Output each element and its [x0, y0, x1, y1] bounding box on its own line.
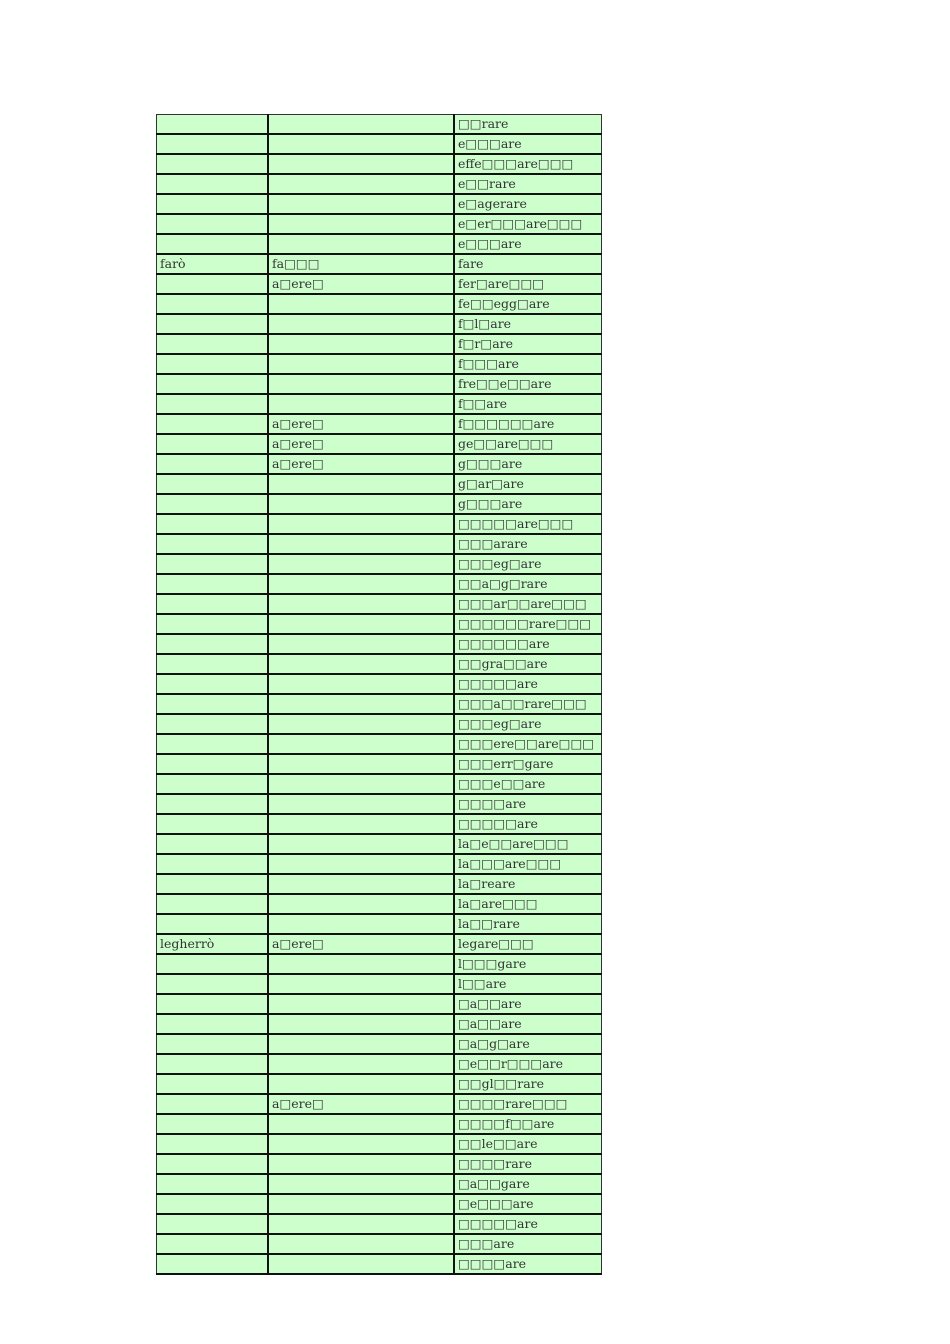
table-cell-col1[interactable]	[157, 914, 269, 934]
table-cell-col3[interactable]: e□□□are	[454, 234, 602, 254]
table-cell-col3[interactable]: l□□are	[454, 974, 602, 994]
table-cell-col1[interactable]	[157, 294, 269, 314]
table-cell-col1[interactable]	[157, 954, 269, 974]
table-cell-col3[interactable]: la□□rare	[454, 914, 602, 934]
table-row	[157, 354, 602, 374]
table-cell-col3[interactable]: □a□□are	[454, 1014, 602, 1034]
table-cell-col3[interactable]: f□□□are	[454, 354, 602, 374]
table-cell-col3[interactable]: l□□□gare	[454, 954, 602, 974]
table-cell-col2[interactable]	[268, 1194, 454, 1214]
table-row	[157, 914, 602, 934]
table-row	[157, 454, 602, 474]
table-cell-col1[interactable]	[157, 334, 269, 354]
table-cell-col2[interactable]: a□ere□	[268, 454, 454, 474]
table-cell-col1[interactable]	[157, 974, 269, 994]
table-row	[157, 894, 602, 914]
table-row	[157, 374, 602, 394]
table-cell-col3[interactable]: fare	[454, 254, 602, 274]
table-cell-col2[interactable]	[268, 814, 454, 834]
table-cell-col2[interactable]	[268, 494, 454, 514]
table-cell-col1[interactable]	[157, 1054, 269, 1074]
table-cell-col3[interactable]: la□reare	[454, 874, 602, 894]
table-row	[157, 1034, 602, 1054]
table-cell-col3[interactable]: □□□□f□□are	[454, 1114, 602, 1134]
table-row	[157, 534, 602, 554]
table-cell-col2[interactable]	[268, 634, 454, 654]
table-cell-col3[interactable]: □□□□□□are	[454, 634, 602, 654]
table-cell-col2[interactable]	[268, 1114, 454, 1134]
table-row	[157, 934, 602, 954]
table-cell-col3[interactable]: □□□err□gare	[454, 754, 602, 774]
table-cell-col1[interactable]	[157, 814, 269, 834]
table-cell-col1[interactable]	[157, 594, 269, 614]
table-row	[157, 514, 602, 534]
table-cell-col3[interactable]: g□ar□are	[454, 474, 602, 494]
table-cell-col3[interactable]: □□□□□are	[454, 814, 602, 834]
table-cell-col3[interactable]: □□□eg□are	[454, 554, 602, 574]
table-cell-col1[interactable]	[157, 734, 269, 754]
table-cell-col3[interactable]: □□□□□are	[454, 674, 602, 694]
table-cell-col2[interactable]	[268, 1054, 454, 1074]
table-cell-col3[interactable]: f□l□are	[454, 314, 602, 334]
table-row	[157, 674, 602, 694]
table-cell-col3[interactable]: □□□□are	[454, 1254, 602, 1274]
table-cell-col1[interactable]	[157, 134, 269, 154]
table-cell-col2[interactable]	[268, 115, 454, 135]
table-row	[157, 1174, 602, 1194]
table-row	[157, 1094, 602, 1114]
table-cell-col3[interactable]: □□le□□are	[454, 1134, 602, 1154]
table-row	[157, 574, 602, 594]
table-cell-col1[interactable]	[157, 354, 269, 374]
table-cell-col3[interactable]: la□are□□□	[454, 894, 602, 914]
table-cell-col1[interactable]	[157, 794, 269, 814]
table-cell-col1[interactable]	[157, 1234, 269, 1254]
table-row	[157, 1194, 602, 1214]
table-cell-col1[interactable]	[157, 1134, 269, 1154]
table-cell-col1[interactable]	[157, 374, 269, 394]
table-row	[157, 774, 602, 794]
table-cell-col3[interactable]: g□□□are	[454, 454, 602, 474]
table-cell-col2[interactable]	[268, 574, 454, 594]
table-row	[157, 254, 602, 274]
table-cell-col3[interactable]: e□agerare	[454, 194, 602, 214]
table-cell-col2[interactable]	[268, 754, 454, 774]
table-cell-col1[interactable]	[157, 514, 269, 534]
table-row	[157, 115, 602, 135]
table-cell-col1[interactable]	[157, 1254, 269, 1274]
table-cell-col2[interactable]: a□ere□	[268, 1094, 454, 1114]
table-row	[157, 1154, 602, 1174]
table-cell-col2[interactable]	[268, 974, 454, 994]
table-cell-col1[interactable]	[157, 534, 269, 554]
table-cell-col2[interactable]	[268, 914, 454, 934]
table-cell-col1[interactable]	[157, 274, 269, 294]
table-cell-col1[interactable]	[157, 854, 269, 874]
table-cell-col3[interactable]: □□a□g□rare	[454, 574, 602, 594]
table-cell-col3[interactable]: □□□eg□are	[454, 714, 602, 734]
table-row	[157, 414, 602, 434]
table-cell-col2[interactable]	[268, 174, 454, 194]
table-row	[157, 194, 602, 214]
table-cell-col3[interactable]: fer□are□□□	[454, 274, 602, 294]
spreadsheet-body	[157, 115, 602, 1275]
table-cell-col2[interactable]: a□ere□	[268, 414, 454, 434]
table-row	[157, 954, 602, 974]
table-cell-col2[interactable]	[268, 234, 454, 254]
table-cell-col3[interactable]: □□□□□are	[454, 1214, 602, 1234]
table-cell-col3[interactable]: □□rare	[454, 115, 602, 135]
table-cell-col2[interactable]	[268, 214, 454, 234]
table-row	[157, 994, 602, 1014]
table-row	[157, 854, 602, 874]
table-cell-col1[interactable]	[157, 1074, 269, 1094]
table-cell-col2[interactable]	[268, 374, 454, 394]
table-row	[157, 694, 602, 714]
table-cell-col2[interactable]	[268, 1034, 454, 1054]
table-row	[157, 1214, 602, 1234]
table-cell-col2[interactable]	[268, 1214, 454, 1234]
table-cell-col3[interactable]: legare□□□	[454, 934, 602, 954]
table-cell-col2[interactable]	[268, 774, 454, 794]
table-cell-col1[interactable]	[157, 574, 269, 594]
table-cell-col3[interactable]: e□□□are	[454, 134, 602, 154]
table-cell-col3[interactable]: □□□e□□are	[454, 774, 602, 794]
table-cell-col2[interactable]	[268, 614, 454, 634]
table-cell-col1[interactable]	[157, 1154, 269, 1174]
table-row	[157, 474, 602, 494]
table-cell-col3[interactable]: fre□□e□□are	[454, 374, 602, 394]
table-row	[157, 614, 602, 634]
table-cell-col2[interactable]	[268, 474, 454, 494]
table-cell-col1[interactable]	[157, 754, 269, 774]
table-row	[157, 834, 602, 854]
table-cell-col2[interactable]	[268, 314, 454, 334]
table-cell-col2[interactable]: fa□□□	[268, 254, 454, 274]
table-cell-col1[interactable]	[157, 214, 269, 234]
table-cell-col1[interactable]: farò	[157, 254, 269, 274]
table-cell-col1[interactable]	[157, 994, 269, 1014]
table-row	[157, 734, 602, 754]
table-cell-col1[interactable]	[157, 654, 269, 674]
table-cell-col1[interactable]	[157, 115, 269, 135]
table-cell-col1[interactable]	[157, 474, 269, 494]
table-cell-col3[interactable]: □□□□□□rare□□□	[454, 614, 602, 634]
table-cell-col1[interactable]	[157, 414, 269, 434]
table-cell-col2[interactable]	[268, 1234, 454, 1254]
table-cell-col3[interactable]: □a□□gare	[454, 1174, 602, 1194]
table-row	[157, 494, 602, 514]
table-cell-col1[interactable]	[157, 674, 269, 694]
table-cell-col1[interactable]	[157, 494, 269, 514]
table-cell-col2[interactable]	[268, 1014, 454, 1034]
table-row	[157, 314, 602, 334]
table-cell-col1[interactable]	[157, 694, 269, 714]
table-row	[157, 134, 602, 154]
table-row	[157, 754, 602, 774]
table-cell-col3[interactable]: □□□are	[454, 1234, 602, 1254]
table-cell-col3[interactable]: e□er□□□are□□□	[454, 214, 602, 234]
table-cell-col1[interactable]	[157, 1094, 269, 1114]
table-cell-col1[interactable]	[157, 894, 269, 914]
table-cell-col3[interactable]: □□□□are	[454, 794, 602, 814]
table-cell-col2[interactable]	[268, 354, 454, 374]
table-cell-col3[interactable]: la□□□are□□□	[454, 854, 602, 874]
table-row	[157, 274, 602, 294]
table-cell-col3[interactable]: □e□□□are	[454, 1194, 602, 1214]
table-cell-col2[interactable]	[268, 1154, 454, 1174]
table-row	[157, 714, 602, 734]
table-cell-col1[interactable]	[157, 554, 269, 574]
table-row	[157, 1054, 602, 1074]
table-cell-col1[interactable]	[157, 234, 269, 254]
table-row	[157, 1134, 602, 1154]
table-cell-col3[interactable]: ge□□are□□□	[454, 434, 602, 454]
table-cell-col3[interactable]: f□□are	[454, 394, 602, 414]
table-cell-col3[interactable]: effe□□□are□□□	[454, 154, 602, 174]
table-cell-col1[interactable]	[157, 454, 269, 474]
table-row	[157, 974, 602, 994]
table-cell-col3[interactable]: □□□ar□□are□□□	[454, 594, 602, 614]
table-cell-col2[interactable]	[268, 394, 454, 414]
table-row	[157, 434, 602, 454]
table-cell-col1[interactable]	[157, 774, 269, 794]
table-cell-col2[interactable]	[268, 994, 454, 1014]
table-row	[157, 654, 602, 674]
table-cell-col1[interactable]	[157, 834, 269, 854]
table-cell-col2[interactable]	[268, 854, 454, 874]
table-cell-col3[interactable]: □e□□r□□□are	[454, 1054, 602, 1074]
table-cell-col3[interactable]: la□e□□are□□□	[454, 834, 602, 854]
table-cell-col2[interactable]	[268, 294, 454, 314]
table-cell-col3[interactable]: □□□□rare	[454, 1154, 602, 1174]
table-cell-col3[interactable]: g□□□are	[454, 494, 602, 514]
table-cell-col2[interactable]	[268, 874, 454, 894]
table-cell-col1[interactable]	[157, 1194, 269, 1214]
table-cell-col2[interactable]	[268, 734, 454, 754]
table-cell-col2[interactable]: a□ere□	[268, 274, 454, 294]
table-row	[157, 334, 602, 354]
table-cell-col2[interactable]	[268, 834, 454, 854]
table-row	[157, 1074, 602, 1094]
table-cell-col1[interactable]	[157, 1034, 269, 1054]
table-cell-col3[interactable]: □□□□□are□□□	[454, 514, 602, 534]
table-row	[157, 794, 602, 814]
table-cell-col3[interactable]: □□gra□□are	[454, 654, 602, 674]
table-cell-col3[interactable]: e□□rare	[454, 174, 602, 194]
table-cell-col2[interactable]: a□ere□	[268, 434, 454, 454]
table-row	[157, 594, 602, 614]
table-cell-col2[interactable]	[268, 554, 454, 574]
table-cell-col2[interactable]	[268, 1134, 454, 1154]
table-cell-col1[interactable]	[157, 714, 269, 734]
table-cell-col3[interactable]: f□r□are	[454, 334, 602, 354]
table-cell-col2[interactable]	[268, 714, 454, 734]
table-cell-col2[interactable]	[268, 954, 454, 974]
table-cell-col3[interactable]: □□□ere□□are□□□	[454, 734, 602, 754]
table-row	[157, 1114, 602, 1134]
table-row	[157, 1014, 602, 1034]
table-row	[157, 1254, 602, 1274]
table-cell-col2[interactable]	[268, 894, 454, 914]
table-row	[157, 154, 602, 174]
table-cell-col1[interactable]	[157, 1014, 269, 1034]
table-cell-col1[interactable]	[157, 174, 269, 194]
table-cell-col1[interactable]	[157, 634, 269, 654]
table-cell-col1[interactable]: legherrò	[157, 934, 269, 954]
table-cell-col3[interactable]: f□□□□□□are	[454, 414, 602, 434]
table-cell-col1[interactable]	[157, 194, 269, 214]
table-cell-col2[interactable]: a□ere□	[268, 934, 454, 954]
table-cell-col2[interactable]	[268, 654, 454, 674]
table-row	[157, 214, 602, 234]
table-cell-col2[interactable]	[268, 794, 454, 814]
table-row	[157, 874, 602, 894]
table-cell-col1[interactable]	[157, 1214, 269, 1234]
table-cell-col2[interactable]	[268, 1254, 454, 1274]
table-cell-col3[interactable]: □a□g□are	[454, 1034, 602, 1054]
table-cell-col3[interactable]: □□gl□□rare	[454, 1074, 602, 1094]
table-cell-col2[interactable]	[268, 334, 454, 354]
table-cell-col2[interactable]	[268, 594, 454, 614]
table-row	[157, 634, 602, 654]
spreadsheet-table	[156, 114, 602, 1275]
table-cell-col1[interactable]	[157, 874, 269, 894]
table-row	[157, 294, 602, 314]
table-cell-col1[interactable]	[157, 434, 269, 454]
table-cell-col1[interactable]	[157, 1114, 269, 1134]
table-cell-col2[interactable]	[268, 534, 454, 554]
table-row	[157, 174, 602, 194]
table-row	[157, 394, 602, 414]
table-cell-col2[interactable]	[268, 1174, 454, 1194]
table-row	[157, 234, 602, 254]
table-cell-col3[interactable]: fe□□egg□are	[454, 294, 602, 314]
table-cell-col2[interactable]	[268, 154, 454, 174]
table-cell-col1[interactable]	[157, 394, 269, 414]
table-cell-col3[interactable]: □□□□rare□□□	[454, 1094, 602, 1114]
table-cell-col1[interactable]	[157, 314, 269, 334]
table-cell-col2[interactable]	[268, 674, 454, 694]
table-cell-col1[interactable]	[157, 1174, 269, 1194]
table-cell-col2[interactable]	[268, 1074, 454, 1094]
table-cell-col2[interactable]	[268, 514, 454, 534]
table-cell-col2[interactable]	[268, 134, 454, 154]
table-cell-col1[interactable]	[157, 614, 269, 634]
table-row	[157, 1234, 602, 1254]
table-row	[157, 814, 602, 834]
table-cell-col1[interactable]	[157, 154, 269, 174]
table-cell-col3[interactable]: □□□arare	[454, 534, 602, 554]
table-cell-col3[interactable]: □□□a□□rare□□□	[454, 694, 602, 714]
table-cell-col3[interactable]: □a□□are	[454, 994, 602, 1014]
table-cell-col2[interactable]	[268, 194, 454, 214]
table-cell-col2[interactable]	[268, 694, 454, 714]
table-row	[157, 554, 602, 574]
